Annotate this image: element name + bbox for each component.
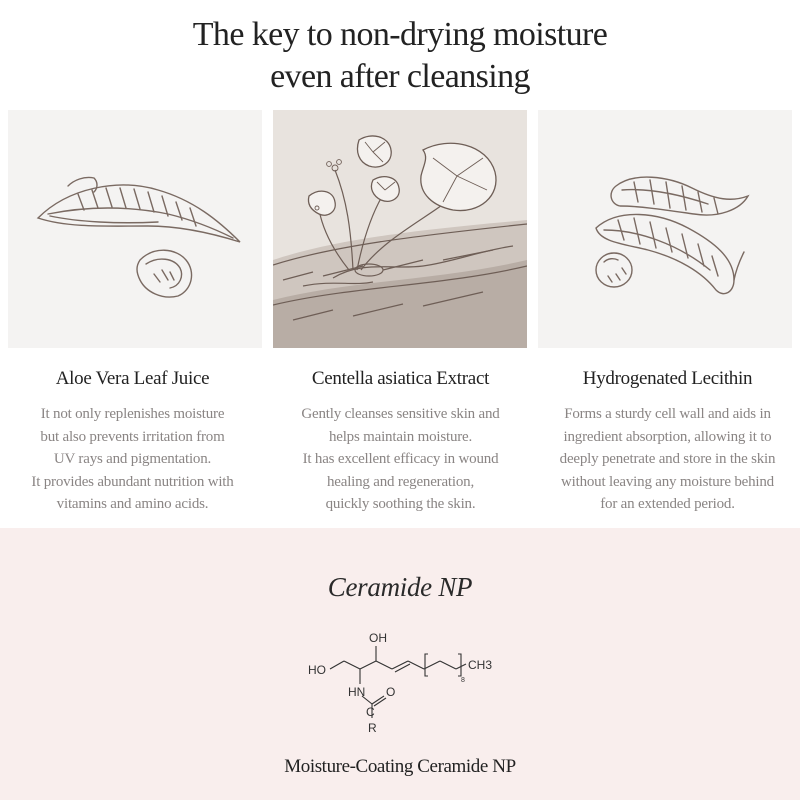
ceramide-title: Ceramide NP bbox=[327, 572, 473, 602]
desc-line: ingredient absorption, allowing it to bbox=[563, 428, 772, 445]
ch3-label: CH3 bbox=[468, 658, 493, 672]
desc-line: without leaving any moisture behind bbox=[561, 473, 774, 490]
ingredient-desc-lecithin bbox=[535, 403, 800, 516]
headline-line-2: even after cleansing bbox=[270, 58, 530, 95]
desc-line: but also prevents irritation from bbox=[40, 428, 225, 445]
centella-asiatica-panel bbox=[273, 110, 527, 348]
desc-line: Gently cleanses sensitive skin and bbox=[301, 406, 500, 422]
carbonyl-c-label: C bbox=[366, 705, 375, 719]
desc-line: healing and regeneration, bbox=[326, 473, 474, 490]
desc-line: It provides abundant nutrition with bbox=[31, 473, 234, 490]
desc-line: It has excellent efficacy in wound bbox=[302, 451, 499, 467]
desc-line: Forms a sturdy cell wall and aids in bbox=[564, 406, 771, 422]
desc-line: It not only replenishes moisture bbox=[40, 406, 225, 422]
ingredient-title-aloe: Aloe Vera Leaf Juice bbox=[55, 368, 210, 389]
oh-label: OH bbox=[369, 631, 387, 645]
ceramide-molecule-diagram bbox=[300, 624, 510, 744]
ingredient-title-lecithin: Hydrogenated Lecithin bbox=[582, 368, 753, 389]
oxygen-label: O bbox=[386, 685, 396, 699]
nh-label: HN bbox=[348, 685, 366, 699]
desc-line: for an extended period. bbox=[600, 496, 735, 512]
ingredient-desc-aloe bbox=[0, 403, 265, 516]
headline bbox=[0, 14, 800, 98]
ceramide-section bbox=[0, 528, 800, 800]
desc-line: helps maintain moisture. bbox=[328, 428, 473, 445]
centella-asiatica-icon bbox=[273, 110, 527, 348]
r-group-label: R bbox=[368, 721, 377, 735]
aloe-vera-panel bbox=[8, 110, 262, 348]
ho-label: HO bbox=[308, 663, 326, 677]
repeat-subscript: 8 bbox=[461, 677, 465, 684]
aloe-vera-icon bbox=[8, 110, 262, 348]
ceramide-caption: Moisture-Coating Ceramide NP bbox=[284, 756, 516, 777]
desc-line: quickly soothing the skin. bbox=[325, 496, 476, 512]
desc-line: UV rays and pigmentation. bbox=[53, 451, 212, 467]
headline-line-1: The key to non-drying moisture bbox=[192, 16, 608, 53]
soybean-pod-icon bbox=[538, 110, 792, 348]
ingredient-title-centella: Centella asiatica Extract bbox=[311, 368, 490, 389]
desc-line: deeply penetrate and store in the skin bbox=[559, 451, 776, 467]
soybean-panel bbox=[538, 110, 792, 348]
ingredient-desc-centella bbox=[268, 403, 533, 516]
desc-line: vitamins and amino acids. bbox=[56, 496, 209, 512]
